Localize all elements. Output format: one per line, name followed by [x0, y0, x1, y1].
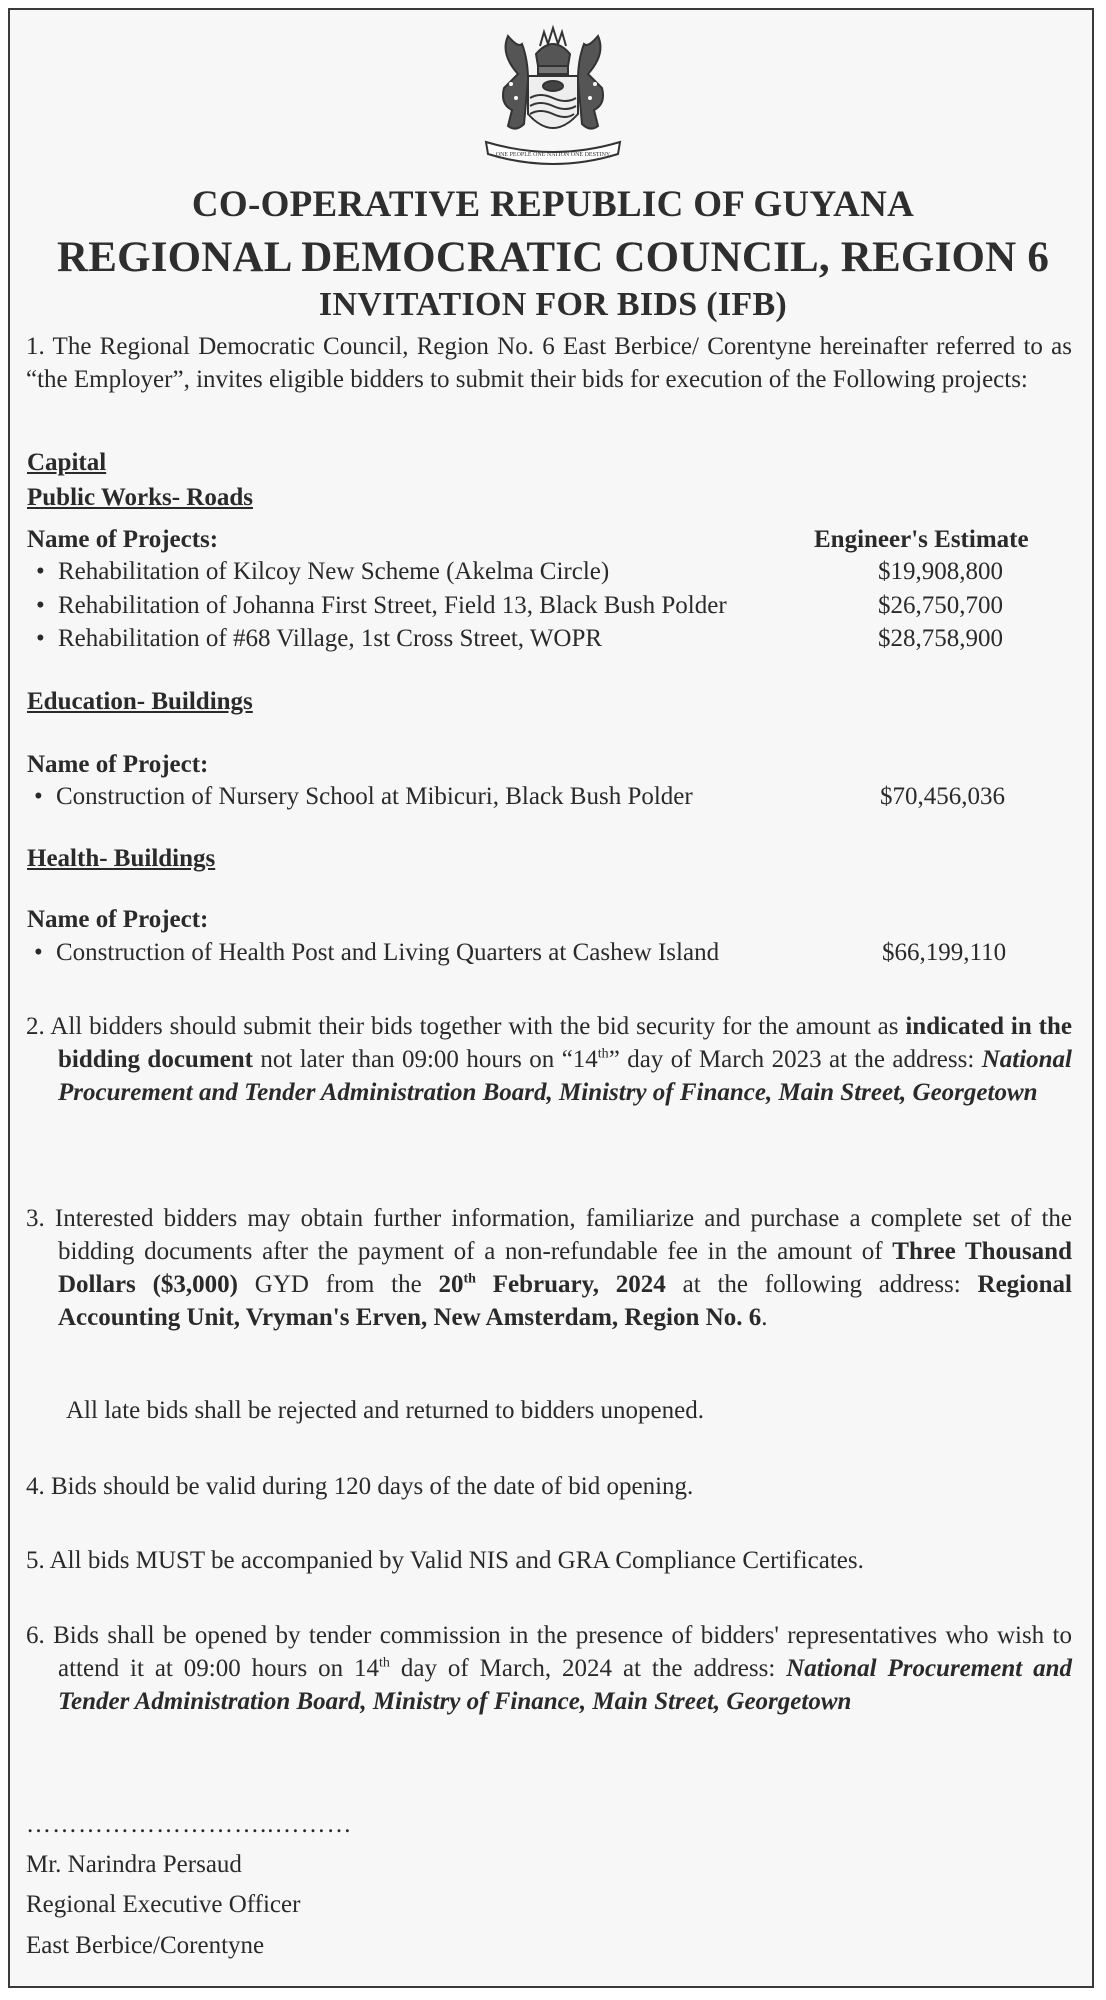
education-name-label: Name of Project:: [27, 751, 209, 778]
roads-heading: Public Works- Roads: [27, 484, 253, 511]
notice-title: INVITATION FOR BIDS (IFB): [318, 286, 788, 323]
project-amount: $19,908,800: [878, 558, 1003, 585]
signatory-title: Regional Executive Officer: [26, 1891, 301, 1918]
list-item: [34, 780, 693, 813]
health-heading: Health- Buildings: [27, 845, 216, 872]
signatory-name: Mr. Narindra Persaud: [26, 1851, 242, 1878]
estimate-column-header: Engineer's Estimate: [814, 526, 1029, 553]
bullet-icon: •: [34, 783, 43, 810]
list-item: [36, 622, 602, 655]
education-heading: Education- Buildings: [27, 688, 253, 715]
list-item: [36, 555, 609, 588]
clause-5: 5. All bids MUST be accompanied by Valid NIS and GRA Compliance Certificates.: [26, 1547, 864, 1574]
clause-2: 2. All bidders should submit their bids together with the bid security for the amount as indicated in the bidding document not later than 09:00 hours on “14th” day of March 2023 at the address: National Procurement and Tender Administration Board, Ministry of Finance, Main Street, Georgetown: [26, 1013, 1072, 1106]
crest-motto: ONE PEOPLE ONE NATION ONE DESTINY: [495, 152, 611, 158]
health-name-label: Name of Project:: [27, 906, 209, 933]
project-name: Rehabilitation of Johanna First Street, Field 13, Black Bush Polder: [58, 592, 727, 619]
capital-heading: Capital: [27, 449, 107, 476]
roads-name-label: Name of Projects:: [27, 526, 219, 553]
project-amount: $66,199,110: [882, 939, 1007, 966]
bullet-icon: •: [36, 592, 45, 619]
signature-line: ………………………..………: [26, 1811, 353, 1838]
bullet-icon: •: [36, 558, 45, 585]
intro-paragraph: 1. The Regional Democratic Council, Region No. 6 East Berbice/ Corentyne hereinafter referred to as “the Employer”, invites eligible bidders to submit their bids for execution of the Following projects:: [26, 333, 1072, 393]
late-bids-note: All late bids shall be rejected and returned to bidders unopened.: [66, 1397, 704, 1424]
clause-6: 6. Bids shall be opened by tender commission in the presence of bidders' representatives who wish to attend it at 09:00 hours on 14th day of March, 2024 at the address: National Procurement and Tender Administration Board, Ministry of Finance, Main Street, Georgetown: [26, 1622, 1072, 1715]
clause-3: 3. Interested bidders may obtain further information, familiarize and purchase a complete set of the bidding documents after the payment of a non-refundable fee in the amount of Three Thousand Dollars ($3,000) GYD from the 20th February, 2024 at the following address: Regional Accounting Unit, Vryman's Erven, New Amsterdam, Region No. 6.: [26, 1205, 1072, 1331]
project-name: Construction of Nursery School at Mibicuri, Black Bush Polder: [56, 783, 693, 810]
project-amount: $26,750,700: [878, 592, 1003, 619]
project-amount: $70,456,036: [880, 783, 1005, 810]
bullet-icon: •: [36, 625, 45, 652]
clause-4: 4. Bids should be valid during 120 days of the date of bid opening.: [26, 1473, 694, 1500]
list-item: [34, 936, 719, 969]
country-title: CO-OPERATIVE REPUBLIC OF GUYANA: [191, 184, 915, 225]
bullet-icon: •: [34, 939, 43, 966]
project-amount: $28,758,900: [878, 625, 1003, 652]
guyana-coat-of-arms-icon: [478, 14, 628, 176]
project-name: Rehabilitation of Kilcoy New Scheme (Akelma Circle): [58, 558, 610, 585]
project-name: Construction of Health Post and Living Quarters at Cashew Island: [56, 939, 720, 966]
list-item: [36, 589, 727, 622]
signatory-region: East Berbice/Corentyne: [26, 1932, 265, 1959]
council-title: REGIONAL DEMOCRATIC COUNCIL, REGION 6: [56, 234, 1050, 281]
project-name: Rehabilitation of #68 Village, 1st Cross Street, WOPR: [58, 625, 603, 652]
